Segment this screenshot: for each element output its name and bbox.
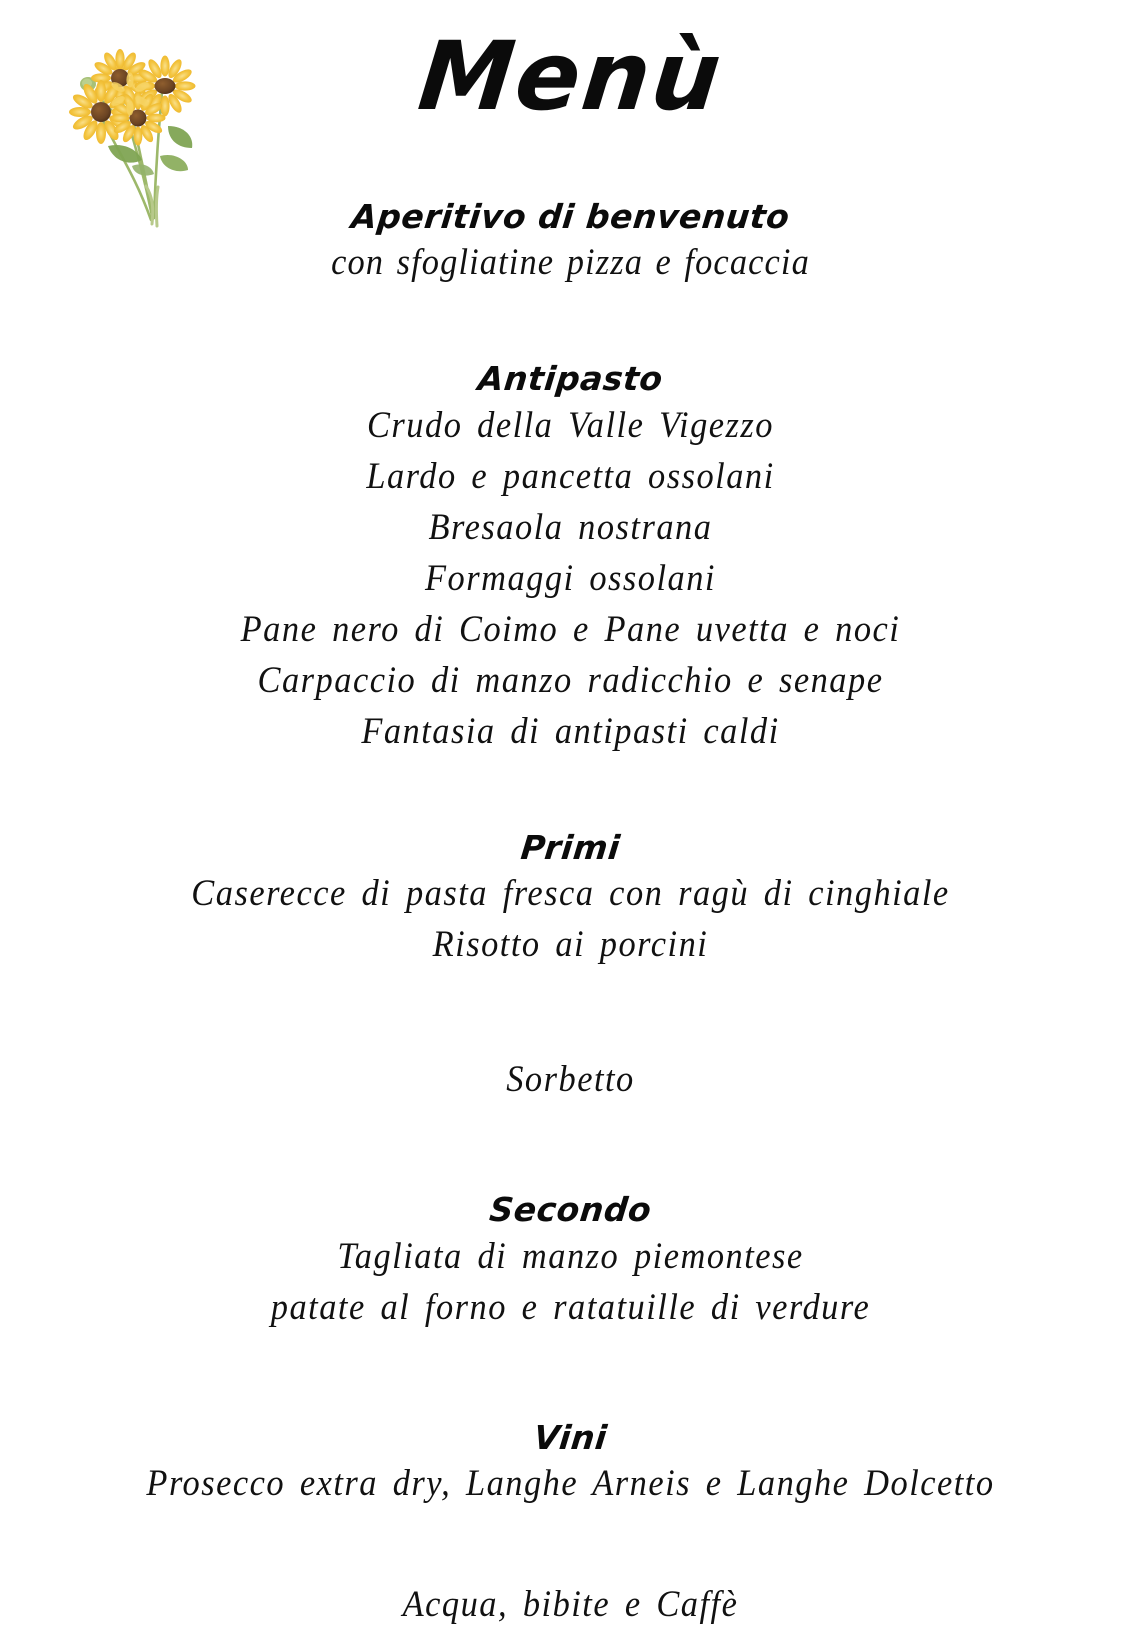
section-heading-antipasto: Antipasto: [475, 359, 665, 399]
menu-item: Fantasia di antipasti caldi: [360, 710, 780, 752]
spacer: [5, 1105, 1136, 1175]
menu-item: Sorbetto: [505, 1059, 635, 1101]
menu-item: Crudo della Valle Vigezzo: [366, 404, 774, 446]
menu-item: Acqua, bibite e Caffè: [402, 1583, 738, 1625]
menu-item: Lardo e pancetta ossolani: [365, 455, 775, 497]
spacer: [5, 970, 1136, 1040]
spacer: [5, 1509, 1136, 1579]
section-heading-vini: Vini: [531, 1417, 609, 1457]
spacer: [5, 1403, 1136, 1417]
menu-item: con sfogliatine pizza e focaccia: [330, 242, 810, 284]
menu-item: Carpaccio di manzo radicchio e senape: [257, 659, 883, 701]
menu-section-antipasto: [5, 358, 1136, 757]
section-heading-primi: Primi: [518, 827, 622, 867]
menu-section-sorbetto: [5, 1054, 1136, 1105]
menu-item: Caserecce di pasta fresca con ragù di cinghiale: [190, 873, 950, 915]
menu-section-beverages: [5, 1579, 1136, 1630]
menu-item: Risotto ai porcini: [432, 924, 708, 966]
spacer: [5, 1040, 1136, 1054]
menu-item: Prosecco extra dry, Langhe Arneis e Langhe Dolcetto: [145, 1462, 995, 1504]
menu-item: Formaggi ossolani: [424, 557, 716, 599]
menu-section-primi: [5, 827, 1136, 970]
menu-section-aperitivo: [5, 196, 1136, 288]
menu-page: [5, 0, 1136, 1625]
menu-section-secondo: [5, 1189, 1136, 1332]
menu-section-vini: [5, 1417, 1136, 1509]
menu-content: [5, 196, 1136, 1630]
menu-item: Bresaola nostrana: [428, 506, 712, 548]
menu-item: patate al forno e ratatuille di verdure: [270, 1286, 870, 1328]
spacer: [5, 1175, 1136, 1189]
spacer: [5, 288, 1136, 358]
menu-item: Pane nero di Coimo e Pane uvetta e noci: [240, 608, 900, 650]
section-heading-aperitivo: Aperitivo di benvenuto: [348, 197, 792, 236]
spacer: [5, 1333, 1136, 1403]
page-title: Menù: [413, 22, 727, 132]
section-heading-secondo: Secondo: [487, 1190, 653, 1230]
menu-item: Tagliata di manzo piemontese: [336, 1235, 804, 1277]
spacer: [5, 757, 1136, 827]
